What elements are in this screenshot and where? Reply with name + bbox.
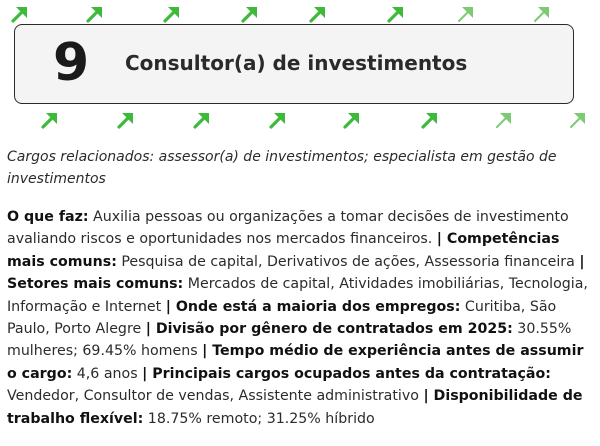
what-value: Auxilia pessoas ou organizações a tomar decisões de investimento avaliando riscos e oportunidades nos mercados financeiros.	[7, 209, 569, 248]
experience-label: | Tempo médio de experiência antes de assumir o cargo:	[7, 343, 584, 382]
arrow-up-right-icon	[240, 4, 260, 24]
arrow-up-right-icon	[386, 4, 406, 24]
arrow-up-right-icon	[10, 4, 30, 24]
previous-jobs-value: Vendedor, Consultor de vendas, Assistente administrativo	[7, 388, 424, 405]
flexible-work-value: 18.75% remoto; 31.25% híbrido	[143, 410, 375, 427]
related-jobs: Cargos relacionados: assessor(a) de investimentos; especialista em gestão de investimentos	[7, 149, 557, 187]
arrow-up-right-icon	[162, 4, 182, 24]
sectors-label: | Setores mais comuns:	[7, 253, 585, 293]
job-rank-card	[14, 24, 574, 104]
arrow-up-right-icon	[342, 110, 362, 130]
arrow-up-right-icon	[192, 110, 212, 130]
experience-value: 4,6 anos	[72, 365, 143, 382]
arrow-up-right-icon	[116, 110, 136, 130]
bottom-arrow-row	[0, 110, 600, 132]
arrow-up-right-icon	[40, 110, 60, 130]
skills-label: | Competências mais comuns:	[7, 231, 560, 270]
arrow-up-right-icon	[420, 110, 440, 130]
arrow-up-right-icon	[456, 4, 476, 24]
top-arrow-row	[0, 4, 600, 26]
skills-value: Pesquisa de capital, Derivativos de ações, Assessoria financeira	[116, 253, 580, 270]
arrow-up-right-icon	[532, 4, 552, 24]
gender-value: 30.55% mulheres; 69.45% homens	[7, 321, 572, 360]
jobs-location-label: | Onde está a maioria dos empregos:	[165, 298, 461, 315]
arrow-up-right-icon	[85, 4, 105, 24]
flexible-work-label: | Disponibilidade de trabalho flexível:	[7, 388, 583, 427]
arrow-up-right-icon	[268, 110, 288, 130]
arrow-up-right-icon	[494, 110, 514, 130]
job-description	[7, 206, 593, 430]
sectors-value: Mercados de capital, Atividades imobiliárias, Tecnologia, Informação e Internet	[7, 276, 588, 315]
arrow-up-right-icon	[308, 4, 328, 24]
rank-number: 9	[53, 33, 90, 93]
arrow-up-right-icon	[568, 110, 588, 130]
job-title: Consultor(a) de investimentos	[125, 51, 468, 75]
jobs-location-value: Curitiba, São Paulo, Porto Alegre	[7, 298, 557, 338]
what-label: O que faz:	[7, 209, 89, 225]
previous-jobs-label: | Principais cargos ocupados antes da contratação:	[142, 365, 551, 382]
gender-label: | Divisão por gênero de contratados em 2025:	[145, 321, 513, 338]
